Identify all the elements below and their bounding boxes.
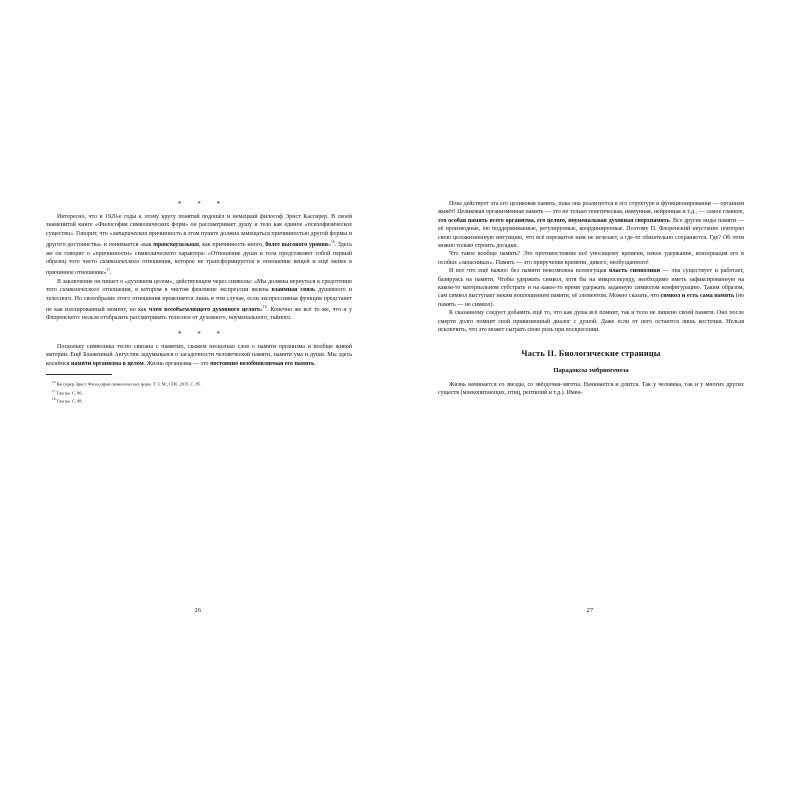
footnote-text: Там же. С. 86. bbox=[56, 390, 83, 396]
paragraph: Что такое вообще память? Это противостояние всё уносящему времени, некое удержание, консервация его в особых «запасниках». Память — это приручение времени, дикого, необузданного! bbox=[438, 251, 744, 266]
footnote-item bbox=[46, 396, 352, 404]
left-page bbox=[18, 178, 378, 628]
paragraph: В заключение он пишет о «духовном целом», действующем через символы: «Мы должны вернуться к средоточию того символического отношения, в котором в чистом феномене экспрессии явлена взаимная связь душевного и телесного. Но своеобразие этого отношения проясняется лишь в том случае, если экспрессивная функция предстанет не как изолированный момент, но как член всеобъемлющего духовного целого»$^{18}$. Конечно же всё то же, что и у Флоренского: нельзя отобразить рассматривать телесное от духовного, ноуменального, тайного. bbox=[46, 278, 353, 322]
paragraph: И вот что ещё важно: без памяти невозможна всемогущая власть символики — она существует и работает, базируясь на памяти. Чтобы удержать символ, хотя бы на микросекунду, необходимо иметь зафиксированную на каком-то материальном субстрате и на какое-то время удержать заданную символом конфигурацию. Таким образом, сам символ выступает неким воплощением памяти, её элементом. Можно сказать, что символ и есть сама память (но память — не символ). bbox=[438, 268, 745, 308]
page-number-left: 26 bbox=[194, 607, 202, 614]
footnote-text: Кассирер Эрнст. Философия символических форм. Т. 3. М.; СПб, 2015. С. 85. bbox=[56, 381, 202, 387]
footnote-marker: 17 bbox=[52, 388, 56, 393]
right-page-column bbox=[438, 200, 744, 397]
section-divider-mid: * * * bbox=[178, 329, 227, 338]
footnote-block bbox=[46, 379, 352, 404]
footnote-item bbox=[46, 388, 352, 396]
footnote-marker: 18 bbox=[52, 397, 56, 402]
right-page bbox=[410, 178, 770, 628]
footnote-rule bbox=[46, 374, 112, 375]
paragraph: Жизнь начинается со звезды, со звёздочки-зиготы. Начинается и длится. Так у человека, так и у многих других существ (млекопитающих, птиц, рептилий и т.д.). Имен- bbox=[438, 381, 744, 396]
section-divider-top: * * * bbox=[178, 200, 227, 208]
paragraph: К сказанному следует добавить ещё то, что как душа всё помнит, так и тело не лишено своей памяти. Оно после смерти долго помнит свой привязненный диалог с душой. Даже если от него остаются лишь косточки. Нельзя исключить, что это может сыграть свою роль при воскресении. bbox=[438, 310, 744, 334]
paragraph: Интересно, что в 1920-е годы к этому кругу понятий подошёл и немецкий философ Эрнст Кассирер. В своей знаменитой книге «Философия символических форм» он рассматривает душу и тело как единое «психофизическое существо». Говорит, что «эмпирическая причинность в этом пункте должна замещаться причинностью другой формы и другого достоинства» и понимается «как транскаузальная, как причинность иного, более высокого уровня»$^{16}$. Здесь же он говорит о «причинности» символического характера: «Отношение души и тела представляет собой первый образец того чисто символического отношения, которое не трансформируется в отношение вещей и ещё менее в причинное отношение»$^{17}$. bbox=[46, 214, 353, 277]
footnote-text: Там же. С. 88. bbox=[56, 398, 83, 404]
page-number-right: 27 bbox=[586, 607, 594, 614]
footnote-marker: 16 bbox=[52, 380, 56, 385]
chapter-title: Парадоксы эмбриогенеза bbox=[553, 366, 629, 374]
book-spread bbox=[0, 178, 800, 628]
footnote-item bbox=[46, 379, 352, 387]
paragraph: Пока действует эта его целиковая память, пока она реализуется в его структуре и функционировании — организм живёт! Целиковая организменная память — это не только генетическая, иммунная, нейронная и т.д., — самое главное, это особая память всего организма, его целого, ноуменальная духовная сверхпамять. Все другие виды памяти — её производные, ею поддерживаемые, регулируемые, координируемые. Поэтому П. Флоренский неустанно повторял свою целожизненную интуицию, что всё пережитое ним не исчезает, а где-то обязательно сохраняется. Где? Об этом можно только строить догадки. bbox=[438, 201, 744, 250]
part-title: Часть II. Биологические страницы bbox=[521, 348, 661, 358]
paragraph: Поскольку символика тесно связана с памятью, скажем несколько слов о памяти организма и вообще живой материи. Ещё Блаженный Августин задумывался о загадочности человеческой памяти, памяти ума и души. Мы здесь коснёмся памяти организма в целом. Жизнь организма — это постоянно возобновляемая его память. bbox=[46, 343, 352, 367]
left-page-column bbox=[46, 200, 352, 405]
